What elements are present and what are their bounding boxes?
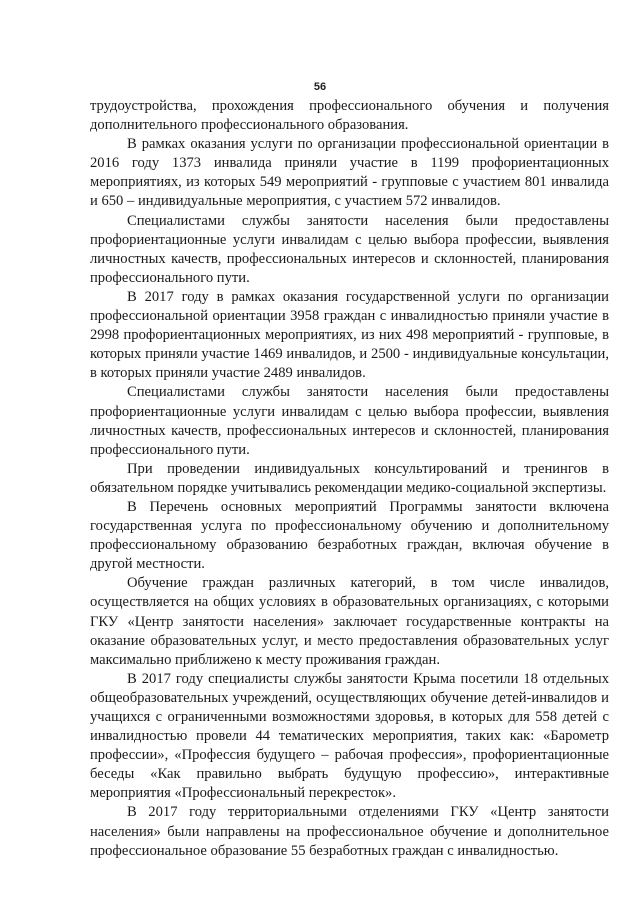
- paragraph-specialists-services-repeat: Специалистами службы занятости населения были предоставлены профориентационные услуги инвалидам с целью выбора профессии, выявления личностных качеств, профессиональных интересов и склонностей, планирования профессионального пути.: [90, 384, 609, 458]
- paragraph-2017-referrals: В 2017 году территориальными отделениями ГКУ «Центр занятости населения» были направлены на профессиональное обучение и дополнительное профессиональное образование 55 безработных граждан с инвалидностью.: [90, 804, 609, 859]
- paragraph-specialists-services: Специалистами службы занятости населения были предоставлены профориентационные услуги инвалидам с целью выбора профессии, выявления личностных качеств, профессиональных интересов и склонностей, планирования профессионального пути.: [90, 212, 609, 286]
- paragraph-2017-orientation: В 2017 году в рамках оказания государственной услуги по организации профессиональной ориентации 3958 граждан с инвалидностью приняли участие в 2998 профориентационных мероприятиях, из них 498 мероприятий - групповые, в которых приняли участие 1469 инвалидов, и 2500 - индивидуальные консультации, в которых приняли участие 2489 инвалидов.: [90, 288, 609, 382]
- paragraph-continuation: трудоустройства, прохождения профессионального обучения и получения дополнительного профессионального образования.: [90, 98, 609, 134]
- paragraph-training-categories: Обучение граждан различных категорий, в том числе инвалидов, осуществляется на общих условиях в образовательных организациях, с которыми ГКУ «Центр занятости населения» заключает государственные контракты на оказание образовательных услуг, и место предоставления образовательных услуг максимально приближено к месту проживания граждан.: [90, 575, 609, 668]
- paragraph-2016-orientation: В рамках оказания услуги по организации профессиональной ориентации в 2016 году 1373 инвалида приняли участие в 1199 профориентационных мероприятиях, из которых 549 мероприятий - групповые с участием 801 инвалида и 650 – индивидуальные мероприятия, с участием 572 инвалидов.: [90, 136, 609, 210]
- paragraph-program-list: В Перечень основных мероприятий Программы занятости включена государственная услуга по профессиональному обучению и дополнительному профессиональному образованию безработных граждан, включая обучение в другой местности.: [90, 498, 609, 573]
- paragraph-2017-schools: В 2017 году специалисты службы занятости Крыма посетили 18 отдельных общеобразовательных учреждений, осуществляющих обучение детей-инвалидов и учащихся с ограниченными возможностями здоровья, в которых для 558 детей с инвалидностью провели 44 тематических мероприятия, таких как: «Барометр профессии», «Профессия будущего – рабочая профессия», профориентационные беседы «Как правильно выбрать будущую профессию», интерактивные мероприятия «Профессиональный перекресток».: [90, 670, 609, 802]
- document-body: [90, 97, 609, 861]
- paragraph-consultations: При проведении индивидуальных консультирований и тренингов в обязательном порядке учитывались рекомендации медико-социальной экспертизы.: [90, 460, 609, 496]
- page-number: 56: [313, 81, 327, 93]
